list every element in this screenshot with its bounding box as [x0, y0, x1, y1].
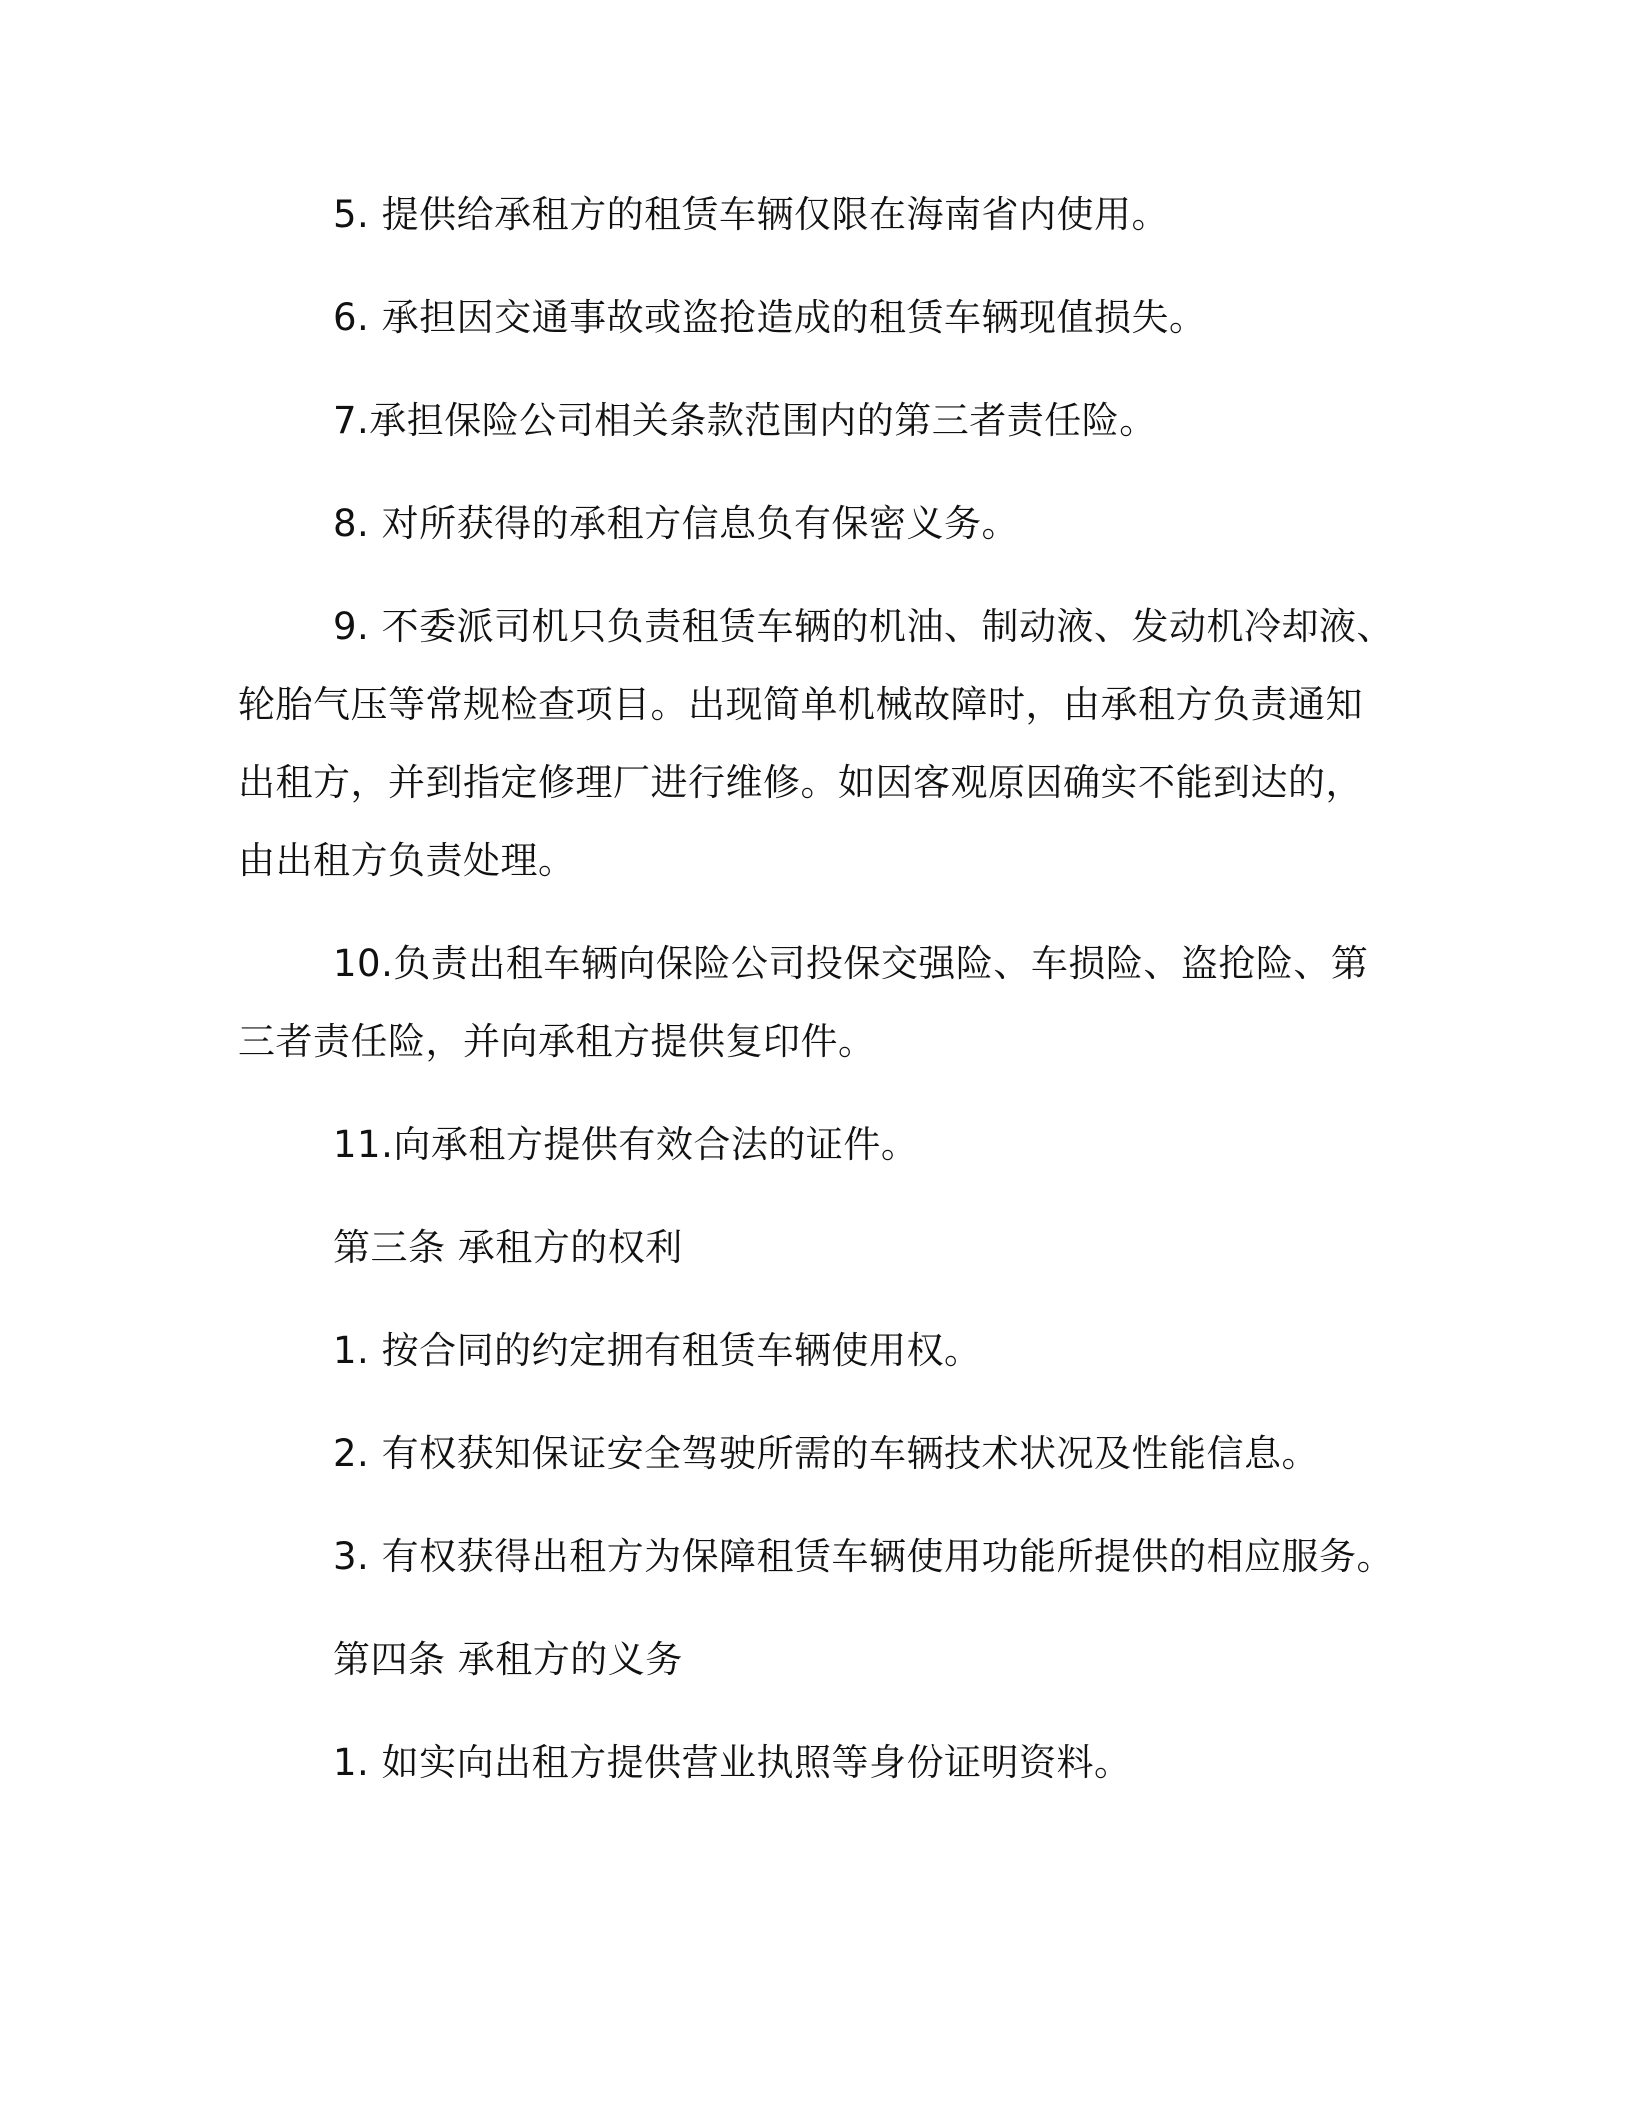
clause-line: 1. 如实向出租方提供营业执照等身份证明资料。 — [333, 1741, 1132, 1784]
clause-continuation-line: 三者责任险，并向承租方提供复印件。 — [238, 1020, 876, 1063]
clause-line: 1. 按合同的约定拥有租赁车辆使用权。 — [333, 1329, 982, 1372]
section-heading: 第四条 承租方的义务 — [333, 1638, 683, 1681]
clause-line: 11.向承租方提供有效合法的证件。 — [333, 1123, 919, 1166]
clause-continuation-line: 轮胎气压等常规检查项目。出现简单机械故障时，由承租方负责通知 — [238, 683, 1363, 726]
clause-line: 2. 有权获知保证安全驾驶所需的车辆技术状况及性能信息。 — [333, 1432, 1320, 1475]
clause-line: 3. 有权获得出租方为保障租赁车辆使用功能所提供的相应服务。 — [333, 1535, 1395, 1578]
section-heading: 第三条 承租方的权利 — [333, 1226, 683, 1269]
clause-line: 10.负责出租车辆向保险公司投保交强险、车损险、盗抢险、第 — [333, 942, 1369, 985]
clause-line: 9. 不委派司机只负责租赁车辆的机油、制动液、发动机冷却液、 — [333, 605, 1395, 648]
clause-continuation-line: 出租方，并到指定修理厂进行维修。如因客观原因确实不能到达的， — [238, 761, 1363, 804]
clause-line: 8. 对所获得的承租方信息负有保密义务。 — [333, 502, 1020, 545]
clause-line: 7.承担保险公司相关条款范围内的第三者责任险。 — [333, 399, 1157, 442]
clause-continuation-line: 由出租方负责处理。 — [238, 839, 576, 882]
clause-line: 5. 提供给承租方的租赁车辆仅限在海南省内使用。 — [333, 193, 1170, 236]
clause-line: 6. 承担因交通事故或盗抢造成的租赁车辆现值损失。 — [333, 296, 1207, 339]
